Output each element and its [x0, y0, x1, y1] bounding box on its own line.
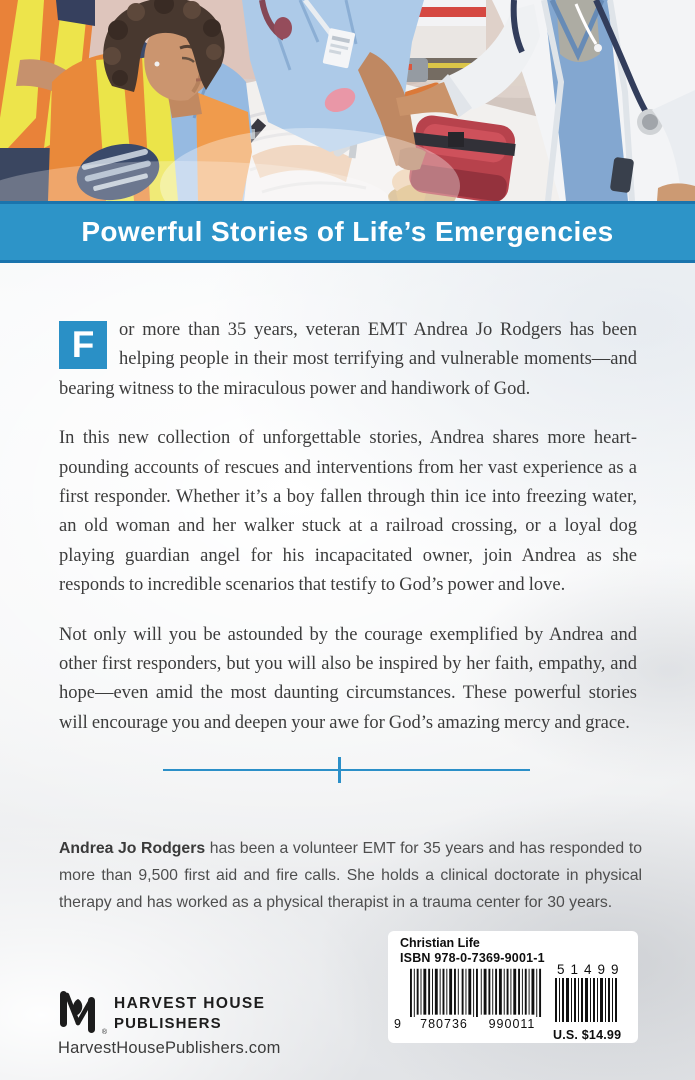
paragraph-1-text: or more than 35 years, veteran EMT Andrea Jo Rodgers has been helping people in their most terrifying and vulnerable moments—and bearing witness to the miraculous power and handiwork of God. [59, 320, 637, 399]
author-bio-text: has been a volunteer EMT for 35 years and has responded to more than 9,500 first aid and fire calls. She holds a clinical doctorate in physical therapy and has worked as a physical therapist in a trauma center for 30 years. [59, 839, 642, 912]
synopsis [59, 316, 637, 758]
publisher-website: HarvestHousePublishers.com [58, 1039, 281, 1057]
publisher-name-line2: PUBLISHERS [114, 1015, 222, 1032]
ean-left-digit: 9 [394, 1017, 402, 1031]
drop-cap: F [59, 321, 107, 369]
ean-digits [394, 1017, 546, 1031]
price-addon-barcode-icon [555, 978, 619, 1022]
author-bio [59, 835, 642, 917]
cover-photo [0, 0, 695, 201]
harvest-house-mark-icon [58, 990, 107, 1036]
ean-group2: 990011 [478, 1017, 546, 1031]
title-banner [0, 201, 695, 263]
section-divider [163, 769, 530, 771]
book-tagline: Powerful Stories of Life’s Emergencies [81, 216, 614, 247]
barcode-panel [388, 931, 638, 1043]
publisher-logo [58, 990, 318, 1058]
price-addon-digits: 51499 [557, 962, 625, 977]
synopsis-paragraph-2: In this new collection of unforgettable stories, Andrea shares more heart-pounding accounts of rescues and interventions from her vast experience as a first responder. Whether it’s a boy fallen through thin ice into freezing water, an old woman and her walker stuck at a railroad crossing, or a loyal dog playing guardian angel for his incapacitated owner, join Andrea as she responds to incredible scenarios that testify to God’s power and love. [59, 428, 637, 596]
author-name: Andrea Jo Rodgers [59, 839, 206, 857]
price-label: U.S. $14.99 [553, 1028, 622, 1042]
ean-group1: 780736 [410, 1017, 478, 1031]
price-addon [553, 962, 625, 1042]
divider-tick [338, 757, 341, 783]
barcode-isbn: ISBN 978-0-7369-9001-1 [400, 951, 545, 965]
registered-mark: ® [101, 1029, 107, 1036]
synopsis-paragraph-3: Not only will you be astounded by the courage exemplified by Andrea and other first responders, but you will also be inspired by her faith, empathy, and hope—even amid the most daunting circumstances. These powerful stories will encourage you and deepen your awe for God’s amazing mercy and grace. [59, 624, 637, 733]
publisher-name-line1: HARVEST HOUSE [114, 995, 266, 1012]
synopsis-paragraph-1 [59, 316, 637, 404]
barcode-category: Christian Life [400, 936, 480, 950]
